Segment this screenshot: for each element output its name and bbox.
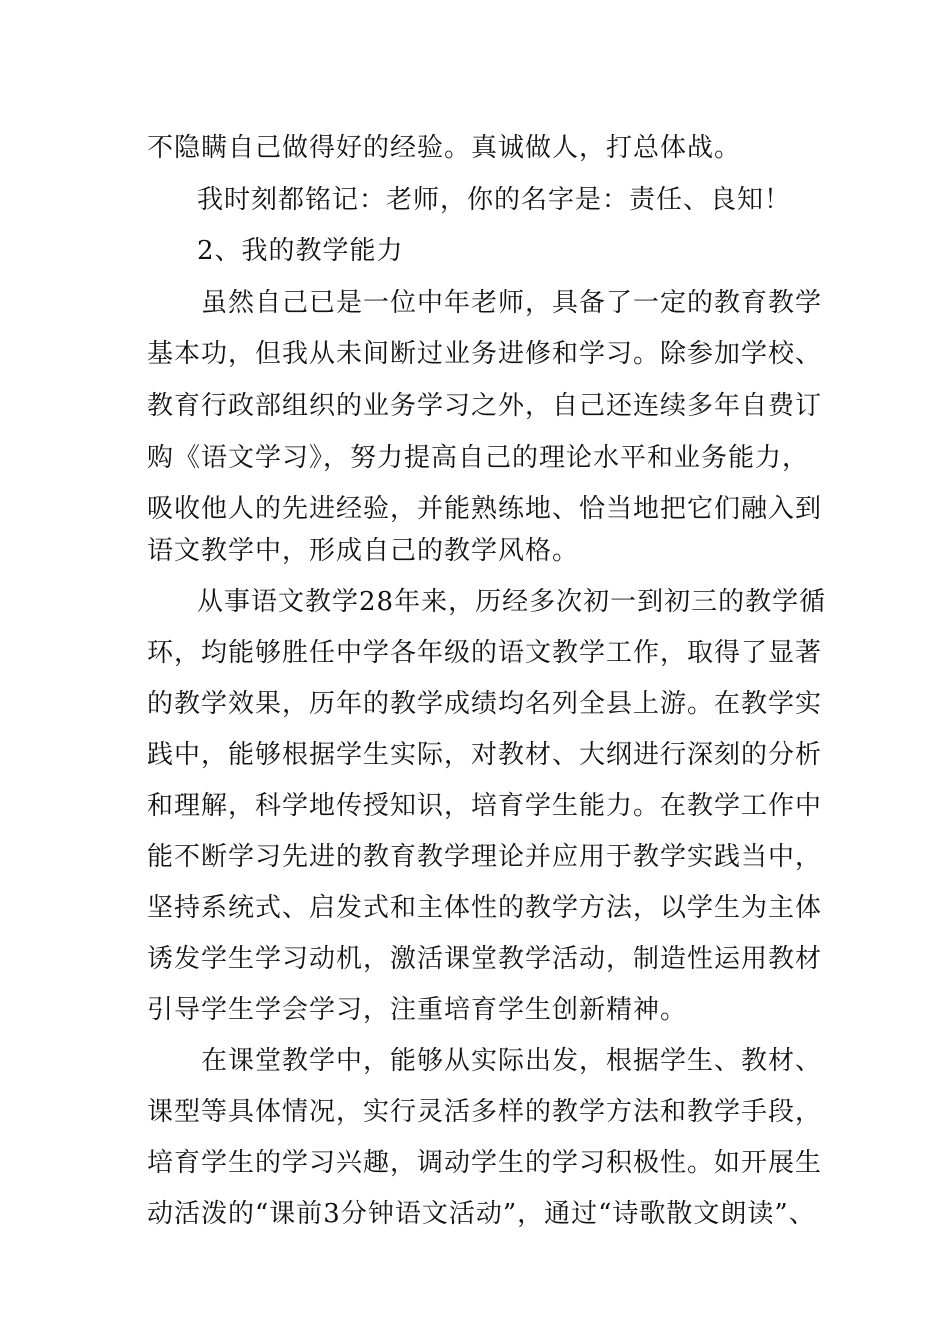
text-line: 引导学生学会学习，注重培育学生创新精神。 bbox=[147, 995, 688, 1025]
text-line: 环，均能够胜任中学各年级的语文教学工作，取得了显著 bbox=[147, 638, 823, 668]
text-line: 的教学效果，历年的教学成绩均名列全县上游。在教学实 bbox=[147, 689, 823, 719]
text-line: 我时刻都铭记：老师，你的名字是：责任、良知！ bbox=[197, 185, 792, 215]
text-line: 基本功，但我从未间断过业务进修和学习。除参加学校、 bbox=[147, 339, 823, 369]
text-line: 培育学生的学习兴趣，调动学生的学习积极性。如开展生 bbox=[147, 1148, 823, 1178]
text-line: 诱发学生学习动机，激活课堂教学活动，制造性运用教材 bbox=[147, 944, 823, 974]
text-line: 践中，能够根据学生实际，对教材、大纲进行深刻的分析 bbox=[147, 740, 823, 770]
text-line: 和理解，科学地传授知识，培育学生能力。在教学工作中 bbox=[147, 791, 823, 821]
text-line: 坚持系统式、启发式和主体性的教学方法，以学生为主体 bbox=[147, 893, 823, 923]
text-line: 购《语文学习》，努力提高自己的理论水平和业务能力， bbox=[147, 443, 810, 473]
text-line: 语文教学中，形成自己的教学风格。 bbox=[147, 536, 580, 566]
text-line: 能不断学习先进的教育教学理论并应用于教学实践当中， bbox=[147, 842, 823, 872]
text-line: 教育行政部组织的业务学习之外，自己还连续多年自费订 bbox=[147, 391, 823, 421]
section-heading: 2、我的教学能力 bbox=[197, 236, 404, 266]
text-line: 虽然自己已是一位中年老师，具备了一定的教育教学 bbox=[201, 288, 823, 318]
text-line: 不隐瞒自己做得好的经验。真诚做人，打总体战。 bbox=[147, 133, 742, 163]
text-line: 在课堂教学中，能够从实际出发，根据学生、教材、 bbox=[201, 1046, 823, 1076]
text-line: 吸收他人的先进经验，并能熟练地、恰当地把它们融入到 bbox=[147, 494, 823, 524]
text-line: 动活泼的“课前3分钟语文活动”，通过“诗歌散文朗读”、 bbox=[147, 1199, 816, 1229]
text-line: 从事语文教学28年来，历经多次初一到初三的教学循 bbox=[197, 587, 827, 617]
text-line: 课型等具体情况，实行灵活多样的教学方法和教学手段， bbox=[147, 1097, 823, 1127]
